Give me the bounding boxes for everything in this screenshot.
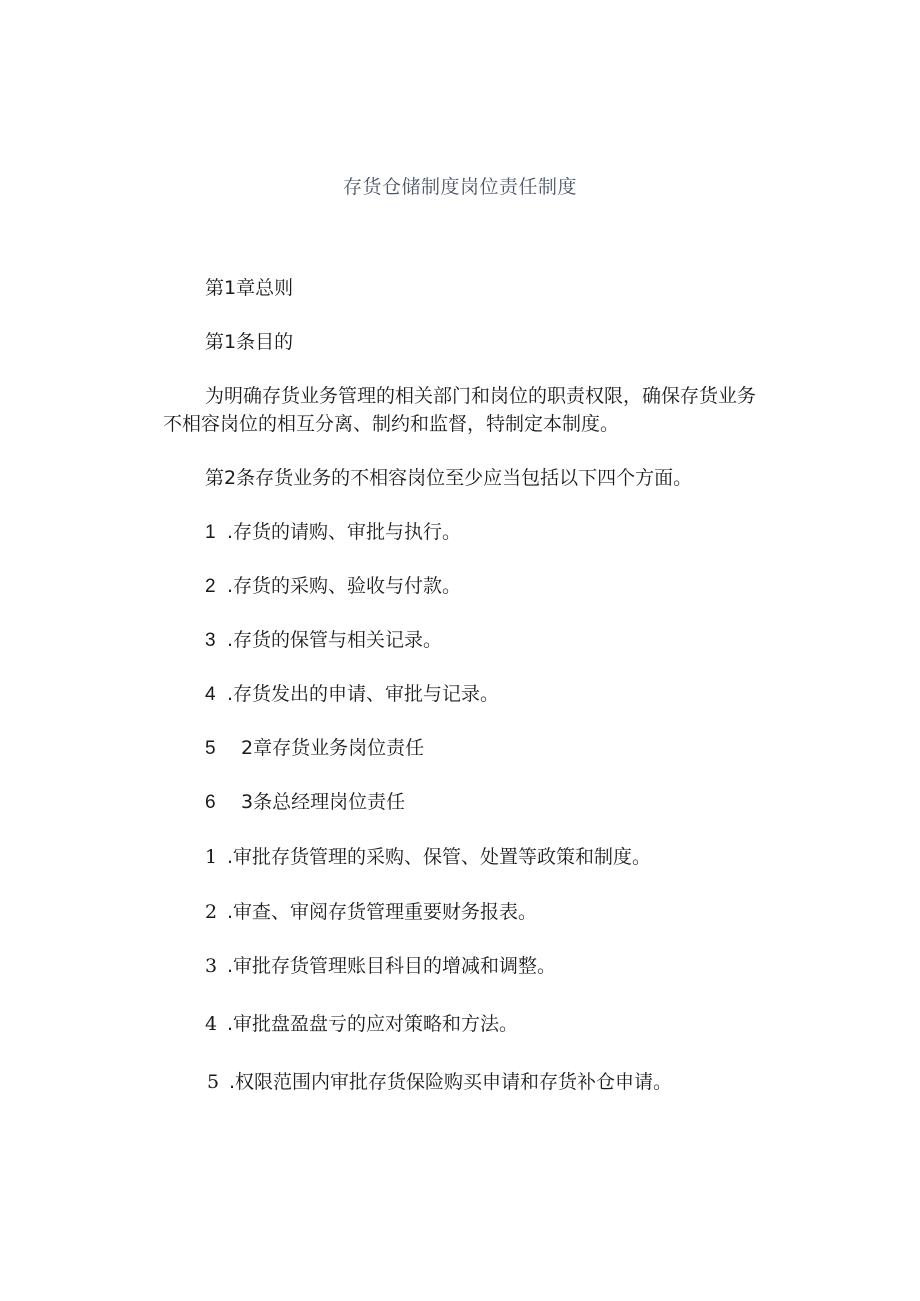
list-item (205, 844, 651, 870)
list-item-text: .存货的采购、验收与付款。 (227, 575, 462, 597)
list-item (207, 1069, 672, 1095)
list-item (205, 789, 405, 816)
list-item-text: 2章存货业务岗位责任 (241, 737, 425, 759)
list-item (205, 627, 442, 654)
list-item (205, 953, 556, 979)
list-item-text: .审批盘盈盘亏的应对策略和方法。 (227, 1013, 519, 1035)
list-item-number: 4 (205, 684, 216, 705)
chapter-heading: 第1章总则 (205, 277, 294, 299)
article-heading: 第2条存货业务的不相容岗位至少应当包括以下四个方面。 (205, 467, 693, 489)
list-item-number: 2 (205, 901, 218, 923)
article-heading: 第1条目的 (205, 331, 294, 353)
list-item-number: 5 (205, 738, 216, 759)
list-item-text: .存货的保管与相关记录。 (227, 629, 443, 651)
list-item (205, 519, 461, 546)
list-item-number: 2 (205, 576, 216, 597)
list-item-text: 3条总经理岗位责任 (241, 791, 406, 813)
list-item (205, 681, 499, 708)
list-item-number: 6 (205, 792, 216, 813)
list-item-number: 3 (205, 955, 218, 977)
list-item (205, 899, 537, 925)
list-item-text: .权限范围内审批存货保险购买申请和存货补仓申请。 (229, 1071, 673, 1093)
list-item-number: 5 (207, 1071, 220, 1093)
list-item-number: 1 (205, 522, 216, 543)
list-item-number: 3 (205, 630, 216, 651)
list-item (205, 573, 461, 600)
article-body: 为明确存货业务管理的相关部门和岗位的职责权限，确保存货业务不相容岗位的相互分离、制约和监督，特制定本制度。 (163, 385, 757, 435)
list-item (205, 1011, 518, 1037)
list-item-number: 4 (205, 1013, 218, 1035)
list-item (205, 735, 424, 762)
list-item-text: .审批存货管理的采购、保管、处置等政策和制度。 (227, 846, 652, 868)
list-item-text: .存货的请购、审批与执行。 (227, 521, 462, 543)
document-title: 存货仓储制度岗位责任制度 (342, 176, 577, 198)
list-item-text: .存货发出的申请、审批与记录。 (227, 683, 500, 705)
list-item-text: .审批存货管理账目科目的增减和调整。 (227, 955, 557, 977)
list-item-number: 1 (205, 846, 218, 868)
list-item-text: .审查、审阅存货管理重要财务报表。 (227, 901, 538, 923)
